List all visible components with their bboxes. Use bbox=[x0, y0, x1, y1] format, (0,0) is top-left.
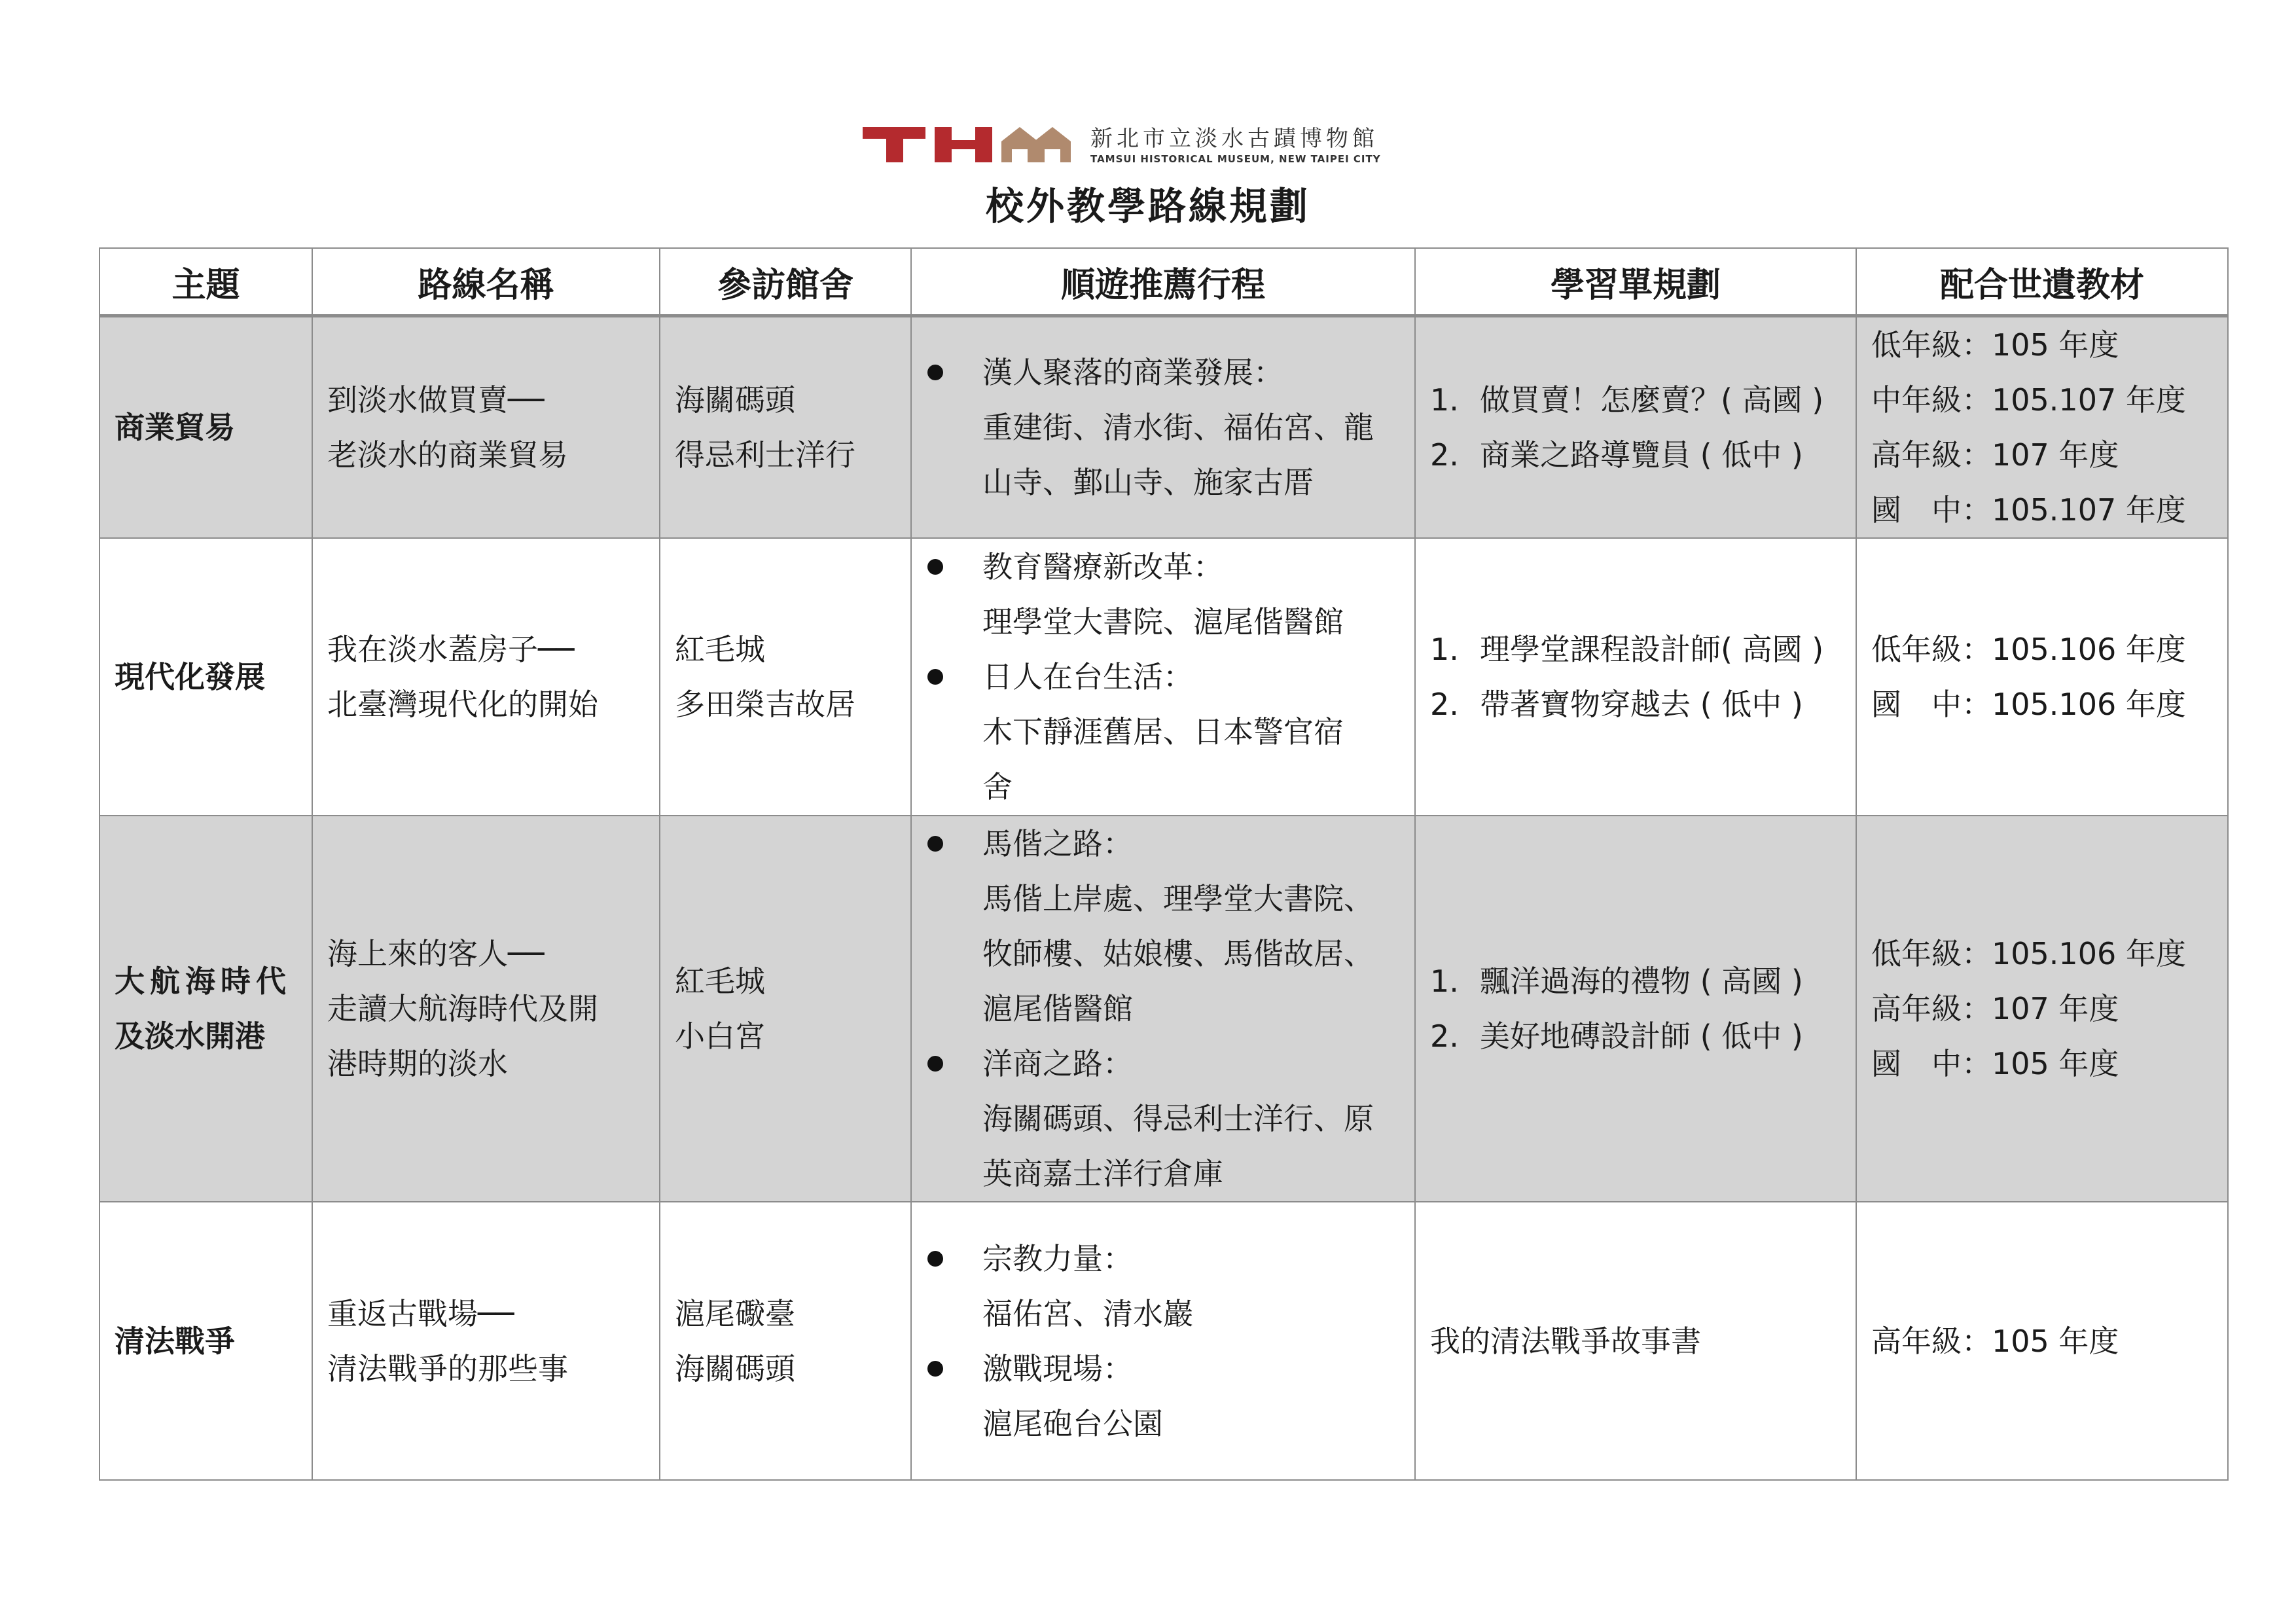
materials-cell bbox=[1856, 316, 2228, 539]
venues-cell bbox=[660, 816, 911, 1202]
worksheets-cell bbox=[1415, 816, 1856, 1202]
theme-text: 商業貿易 bbox=[115, 410, 235, 445]
route-line: 重返古戰場── bbox=[327, 1295, 514, 1331]
table-header-row bbox=[99, 248, 2228, 316]
itinerary-heading: 教育醫療新改革： bbox=[912, 539, 1403, 594]
worksheet-item: 2. 美好地磚設計師 ( 低中 ) bbox=[1430, 1019, 1803, 1054]
itinerary-heading: 日人在台生活： bbox=[912, 649, 1403, 704]
worksheets-cell bbox=[1415, 1202, 1856, 1480]
itinerary-line: 滬尾偕醫館 bbox=[982, 991, 1133, 1026]
material-item: 低年級：105.106 年度 bbox=[1871, 936, 2186, 971]
itinerary-line: 山寺、鄞山寺、施家古厝 bbox=[982, 465, 1314, 500]
route-cell bbox=[312, 538, 660, 816]
route-line: 港時期的淡水 bbox=[327, 1046, 508, 1081]
worksheets-cell bbox=[1415, 316, 1856, 539]
route-line: 海上來的客人── bbox=[327, 936, 545, 971]
worksheet-item: 1. 飄洋過海的禮物 ( 高國 ) bbox=[1430, 964, 1803, 999]
venue-item: 海關碼頭 bbox=[675, 1350, 795, 1386]
itinerary-heading: 馬偕之路： bbox=[912, 816, 1403, 871]
route-cell bbox=[312, 316, 660, 539]
theme-cell bbox=[99, 316, 312, 539]
material-item: 高年級：107 年度 bbox=[1871, 437, 2119, 473]
table-row bbox=[99, 538, 2228, 816]
table-row bbox=[99, 816, 2228, 1202]
tlm-logo-mark-icon bbox=[863, 124, 1079, 164]
route-line: 我在淡水蓋房子── bbox=[327, 632, 575, 667]
route-line: 到淡水做買賣── bbox=[327, 382, 545, 418]
material-item: 低年級：105.106 年度 bbox=[1871, 632, 2186, 667]
itinerary-line: 福佑宮、清水巖 bbox=[982, 1295, 1193, 1331]
materials-cell bbox=[1856, 1202, 2228, 1480]
venue-item: 多田榮吉故居 bbox=[675, 687, 855, 722]
itinerary-cell bbox=[911, 538, 1415, 816]
material-item: 國 中：105.106 年度 bbox=[1871, 687, 2186, 722]
material-item: 高年級：105 年度 bbox=[1871, 1323, 2119, 1359]
itinerary-heading: 激戰現場： bbox=[912, 1341, 1403, 1396]
route-cell bbox=[312, 816, 660, 1202]
material-item: 低年級：105 年度 bbox=[1871, 327, 2119, 363]
itinerary-line: 理學堂大書院、滬尾偕醫館 bbox=[982, 604, 1344, 640]
itinerary-line: 滬尾砲台公園 bbox=[982, 1405, 1163, 1441]
theme-text: 清法戰爭 bbox=[115, 1323, 235, 1359]
venue-item: 海關碼頭 bbox=[675, 382, 795, 418]
worksheet-item: 2. 帶著寶物穿越去 ( 低中 ) bbox=[1430, 687, 1803, 722]
header-itinerary: 順遊推薦行程 bbox=[911, 248, 1415, 316]
header-materials: 配合世遺教材 bbox=[1856, 248, 2228, 316]
route-line: 北臺灣現代化的開始 bbox=[327, 687, 598, 722]
itinerary-line: 重建街、清水街、福佑宮、龍 bbox=[982, 410, 1374, 445]
header-theme: 主題 bbox=[99, 248, 312, 316]
header-worksheets: 學習單規劃 bbox=[1415, 248, 1856, 316]
header-route-name: 路線名稱 bbox=[312, 248, 660, 316]
itinerary-cell bbox=[911, 816, 1415, 1202]
venue-item: 滬尾礮臺 bbox=[675, 1295, 795, 1331]
itinerary-line: 牧師樓、姑娘樓、馬偕故居、 bbox=[982, 936, 1374, 971]
theme-cell bbox=[99, 538, 312, 816]
venue-item: 紅毛城 bbox=[675, 964, 765, 999]
venues-cell bbox=[660, 538, 911, 816]
worksheet-item: 1. 理學堂課程設計師( 高國 ) bbox=[1430, 632, 1824, 667]
worksheet-item: 2. 商業之路導覽員 ( 低中 ) bbox=[1430, 437, 1803, 473]
theme-text: 大航海時代 bbox=[115, 964, 291, 999]
material-item: 中年級：105.107 年度 bbox=[1871, 382, 2186, 418]
venue-item: 小白宮 bbox=[675, 1019, 765, 1054]
itinerary-heading: 宗教力量： bbox=[912, 1231, 1403, 1286]
material-item: 國 中：105 年度 bbox=[1871, 1046, 2119, 1081]
venue-item: 紅毛城 bbox=[675, 632, 765, 667]
itinerary-heading: 洋商之路： bbox=[912, 1036, 1403, 1091]
itinerary-heading: 漢人聚落的商業發展： bbox=[912, 345, 1403, 400]
logo-chinese-name: 新北市立淡水古蹟博物館 bbox=[1090, 126, 1378, 152]
route-line: 走讀大航海時代及開 bbox=[327, 991, 598, 1026]
itinerary-line: 英商嘉士洋行倉庫 bbox=[982, 1156, 1223, 1191]
museum-logo bbox=[863, 124, 1452, 170]
itinerary-cell bbox=[911, 316, 1415, 539]
material-item: 國 中：105.107 年度 bbox=[1871, 492, 2186, 528]
worksheets-cell bbox=[1415, 538, 1856, 816]
route-line: 清法戰爭的那些事 bbox=[327, 1350, 568, 1386]
logo-english-name: TAMSUI HISTORICAL MUSEUM, NEW TAIPEI CITY bbox=[1090, 153, 1381, 165]
table-row bbox=[99, 1202, 2228, 1480]
table-row bbox=[99, 316, 2228, 539]
theme-text: 現代化發展 bbox=[115, 659, 265, 695]
theme-cell bbox=[99, 816, 312, 1202]
route-line: 老淡水的商業貿易 bbox=[327, 437, 568, 473]
route-plan-table bbox=[99, 247, 2229, 1481]
materials-cell bbox=[1856, 816, 2228, 1202]
itinerary-line: 木下靜涯舊居、日本警官宿 bbox=[982, 714, 1344, 749]
venues-cell bbox=[660, 316, 911, 539]
itinerary-line: 馬偕上岸處、理學堂大書院、 bbox=[982, 881, 1374, 916]
itinerary-cell bbox=[911, 1202, 1415, 1480]
itinerary-line: 海關碼頭、得忌利士洋行、原 bbox=[982, 1101, 1374, 1136]
venues-cell bbox=[660, 1202, 911, 1480]
theme-cell bbox=[99, 1202, 312, 1480]
material-item: 高年級：107 年度 bbox=[1871, 991, 2119, 1026]
materials-cell bbox=[1856, 538, 2228, 816]
theme-text: 及淡水開港 bbox=[115, 1019, 265, 1054]
header-venues: 參訪館舍 bbox=[660, 248, 911, 316]
itinerary-line: 舍 bbox=[982, 769, 1013, 804]
route-cell bbox=[312, 1202, 660, 1480]
document-title: 校外教學路線規劃 bbox=[985, 184, 1310, 228]
venue-item: 得忌利士洋行 bbox=[675, 437, 855, 473]
worksheet-item: 1. 做買賣！怎麼賣？( 高國 ) bbox=[1430, 382, 1824, 418]
worksheet-item: 我的清法戰爭故事書 bbox=[1430, 1323, 1701, 1359]
